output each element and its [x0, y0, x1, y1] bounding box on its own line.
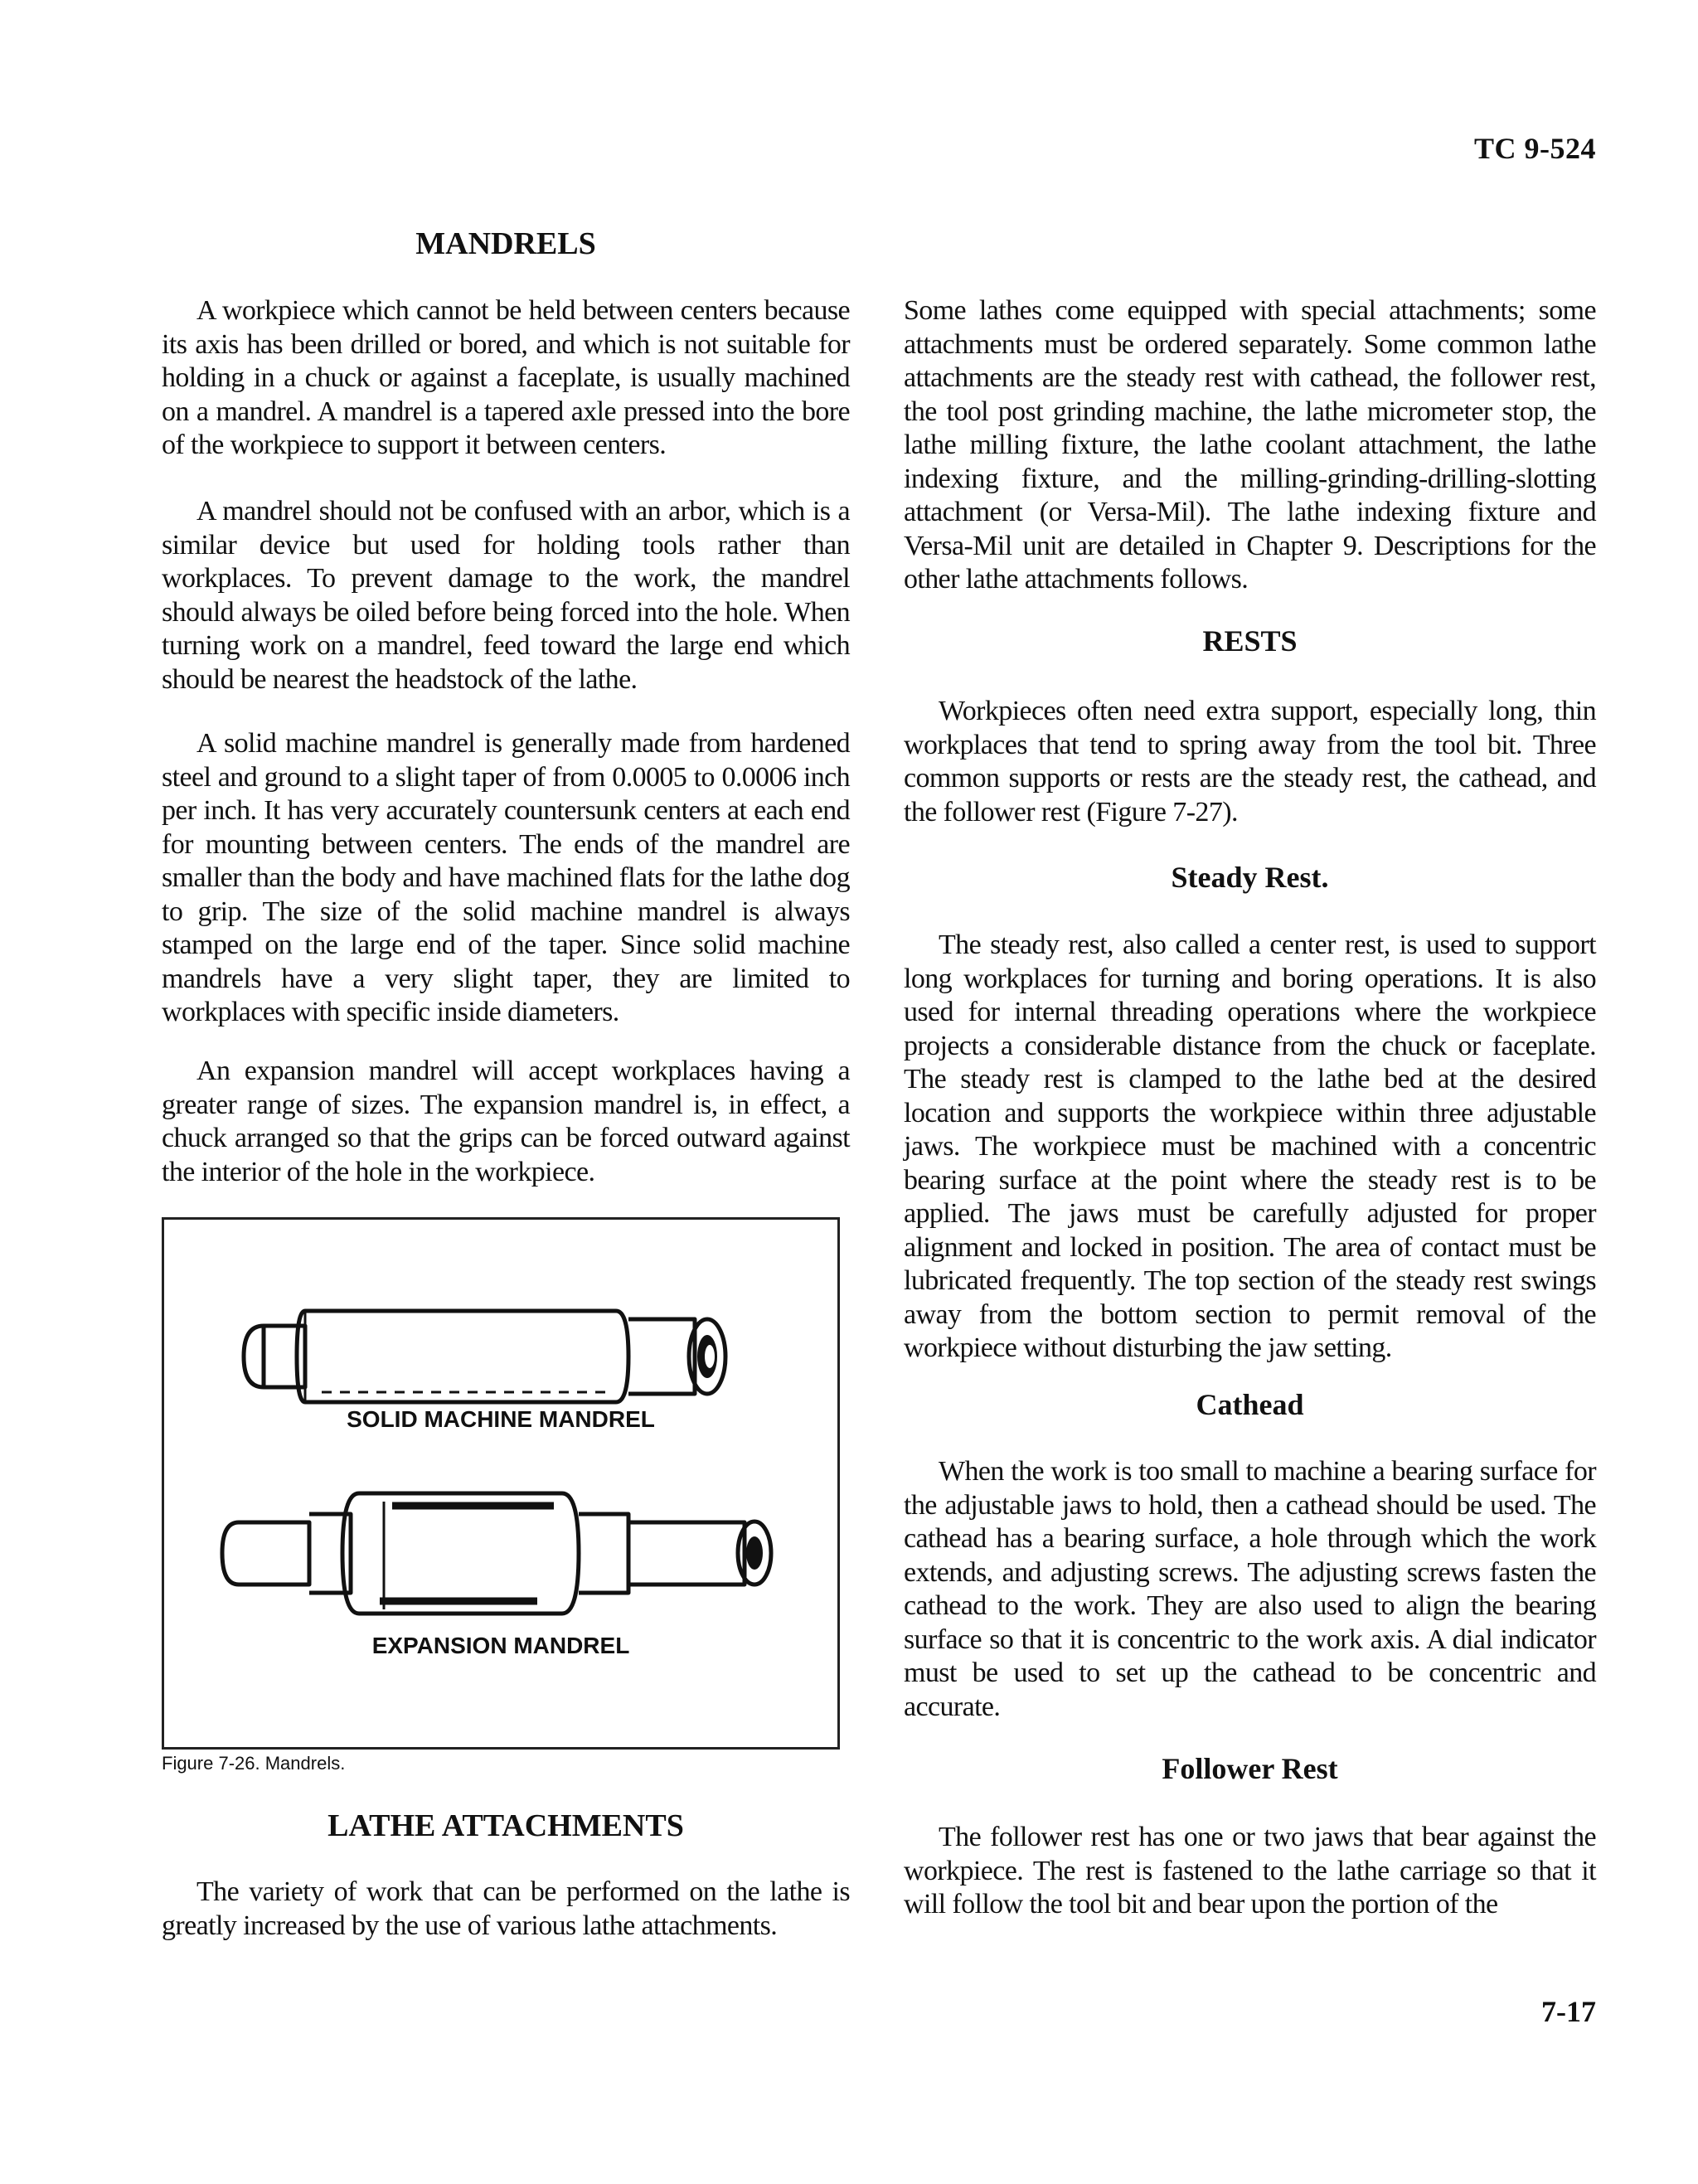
cathead-paragraph: When the work is too small to machine a bearing surface for the adjustable jaws to hold, then a cathead should be used. The cathead has a bearing surface, a hole through which the work extends, and adjusting screws. The adjusting screws fasten the cathead to the work. They are also used to align the bearing surface so that it is concentric to the work axis. A dial indicator must be used to set up the cathead to be concentric and accurate.: [904, 1456, 1596, 1722]
figure-caption: Figure 7-26. Mandrels.: [162, 1753, 346, 1774]
solid-mandrel-label: SOLID MACHINE MANDREL: [347, 1406, 655, 1432]
mandrels-paragraph-3: A solid machine mandrel is generally made from hardened steel and ground to a slight taper of from 0.0005 to 0.0006 inch per inch. It has very accurately countersunk centers at each end for mounting between centers. The ends of the mandrel are smaller than the body and have machined flats for the lathe dog to grip. The size of the solid machine mandrel is always stamped on the large end of the taper. Since solid machine mandrels have a very slight taper, they are limited to workplaces with specific inside diameters.: [162, 728, 850, 1027]
mandrels-paragraph-2: A mandrel should not be confused with an arbor, which is a similar device but used for holding tools rather than workplaces. To prevent damage to the work, the mandrel should always be oiled before being forced into the hole. When turning work on a mandrel, feed toward the large end which should be nearest the headstock of the lathe.: [162, 496, 850, 695]
steady-rest-paragraph: The steady rest, also called a center rest, is used to support long workplaces for turning and boring operations. It is also used for internal threading operations where the workpiece projects a considerable distance from the chuck or faceplate. The steady rest is clamped to the lathe bed at the desired location and supports the workpiece within three adjustable jaws. The workpiece must be machined with a concentric bearing surface at the point where the steady rest is to be applied. The jaws must be carefully adjusted for proper alignment and locked in position. The area of contact must be lubricated frequently. The top section of the steady rest swings away from the bottom section to permit removal of the workpiece without disturbing the jaw setting.: [904, 929, 1596, 1363]
expansion-mandrel-label: EXPANSION MANDREL: [371, 1633, 630, 1658]
steady-rest-heading: Steady Rest.: [1171, 861, 1329, 894]
attachments-intro-paragraph: Some lathes come equipped with special attachments; some attachments must be ordered separately. Some common lathe attachments are the steady rest with cathead, the follower rest, the tool post grinding machine, the lathe micrometer stop, the lathe milling fixture, the lathe coolant attachment, the lathe indexing fixture, and the milling-grinding-drilling-slotting attachment (or Versa-Mil). The lathe indexing fixture and Versa-Mil unit are detailed in Chapter 9. Descriptions for the other lathe attachments follows.: [904, 295, 1596, 595]
cathead-heading: Cathead: [1196, 1388, 1304, 1421]
solid-mandrel-drawing: [164, 1286, 842, 1419]
mandrels-heading: MANDRELS: [415, 226, 596, 261]
follower-rest-heading: Follower Rest: [1162, 1752, 1338, 1785]
document-code: TC 9-524: [1474, 132, 1596, 165]
rests-paragraph: Workpieces often need extra support, especially long, thin workplaces that tend to spring away from the tool bit. Three common supports or rests are the steady rest, the cathead, and the follower rest (Figure 7-27).: [904, 696, 1596, 827]
mandrels-figure: [162, 1217, 840, 1750]
expansion-mandrel-drawing: [164, 1477, 842, 1626]
follower-rest-paragraph: The follower rest has one or two jaws that bear against the workpiece. The rest is fastened to the lathe carriage so that it will follow the tool bit and bear upon the portion of the: [904, 1822, 1596, 1919]
mandrels-paragraph-4: An expansion mandrel will accept workplaces having a greater range of sizes. The expansion mandrel is, in effect, a chuck arranged so that the grips can be forced outward against the interior of the hole in the workpiece.: [162, 1056, 850, 1187]
lathe-attachments-paragraph: The variety of work that can be performed on the lathe is greatly increased by the use of various lathe attachments.: [162, 1876, 850, 1941]
mandrels-paragraph-1: A workpiece which cannot be held between centers because its axis has been drilled or bored, and which is not suitable for holding in a chuck or against a faceplate, is usually machined on a mandrel. A mandrel is a tapered axle pressed into the bore of the workpiece to support it between centers.: [162, 295, 850, 460]
page-number: 7-17: [1541, 1995, 1596, 2028]
lathe-attachments-heading: LATHE ATTACHMENTS: [327, 1808, 684, 1843]
rests-heading: RESTS: [1202, 624, 1298, 658]
